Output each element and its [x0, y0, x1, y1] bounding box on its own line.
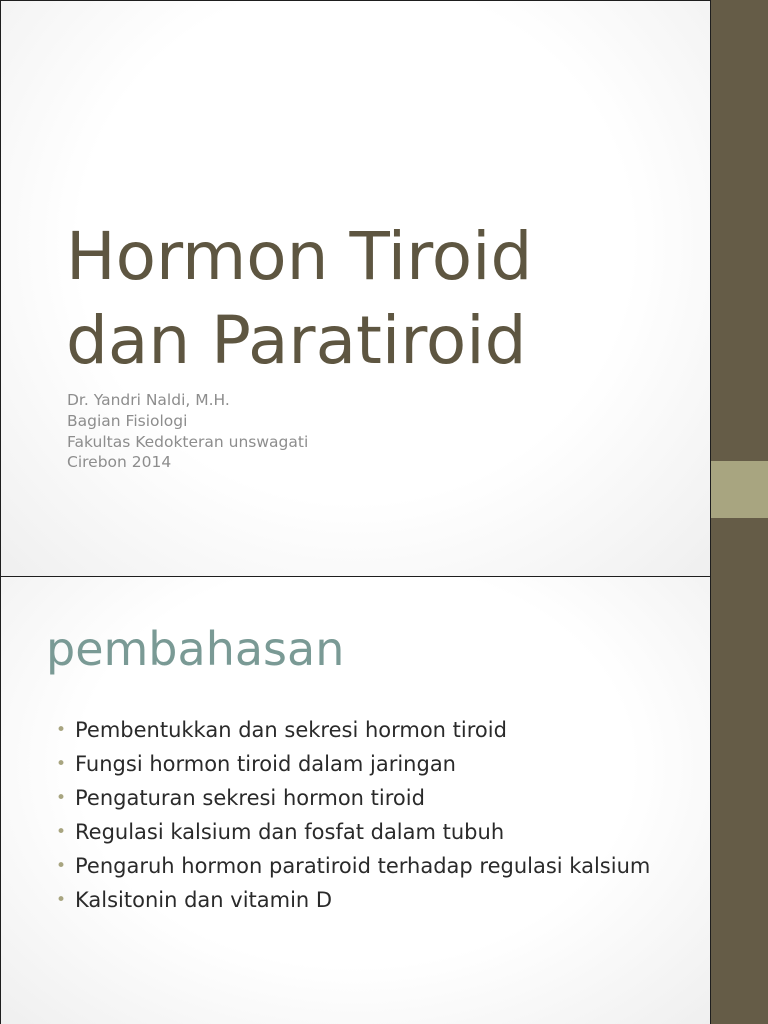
list-item-text: Fungsi hormon tiroid dalam jaringan: [75, 752, 456, 776]
list-item-text: Pengaturan sekresi hormon tiroid: [75, 786, 425, 810]
subtitle-faculty: Fakultas Kedokteran unswagati: [67, 432, 309, 451]
bullet-marker-icon: •: [56, 754, 67, 774]
title-line-1: Hormon Tiroid: [66, 218, 533, 295]
list-item-text: Kalsitonin dan vitamin D: [75, 888, 333, 912]
list-item: [56, 818, 656, 846]
bullet-marker-icon: •: [56, 788, 67, 808]
list-item: [56, 750, 656, 778]
list-item-text: Pengaruh hormon paratiroid terhadap regulasi kalsium: [75, 854, 651, 878]
list-item: [56, 716, 656, 744]
list-item: [56, 852, 656, 880]
list-item: [56, 886, 656, 914]
subtitle-department: Bagian Fisiologi: [67, 411, 188, 430]
title-line-2: dan Paratiroid: [66, 302, 527, 379]
list-item: [56, 784, 656, 812]
slide-subtitle: [67, 390, 308, 473]
list-item-text: Pembentukkan dan sekresi hormon tiroid: [75, 718, 507, 742]
list-item-text: Regulasi kalsium dan fosfat dalam tubuh: [75, 820, 505, 844]
subtitle-author: Dr. Yandri Naldi, M.H.: [67, 391, 230, 409]
bullet-marker-icon: •: [56, 720, 67, 740]
sidebar-accent-block: [711, 461, 768, 518]
bullet-marker-icon: •: [56, 822, 67, 842]
bullet-marker-icon: •: [56, 856, 67, 876]
slide-title: [66, 215, 686, 383]
subtitle-place-year: Cirebon 2014: [67, 453, 172, 472]
slide-heading: pembahasan: [46, 622, 345, 676]
bullet-marker-icon: •: [56, 890, 67, 910]
bullet-list: [56, 716, 656, 920]
